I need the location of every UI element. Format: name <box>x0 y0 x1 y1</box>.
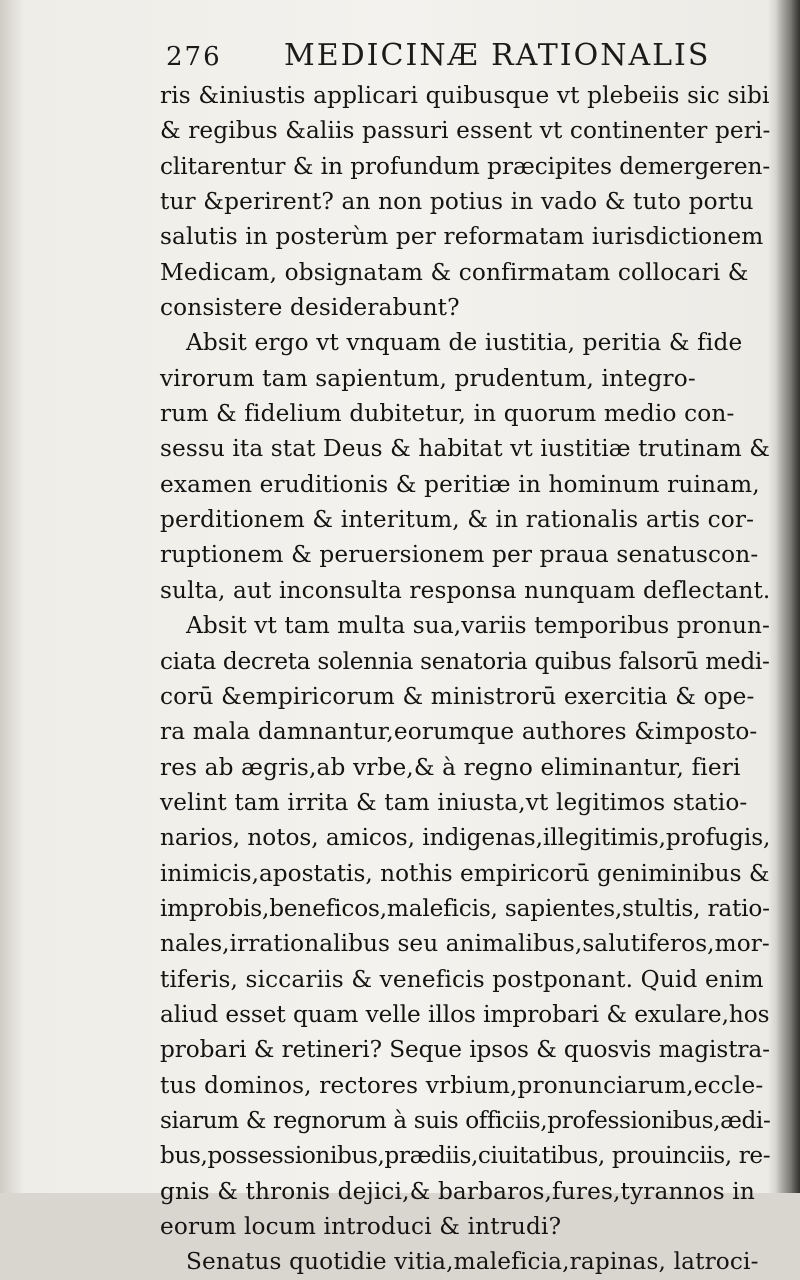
page-number: 276 <box>166 42 222 72</box>
text-line: eorum locum introduci & intrudi? <box>160 1213 562 1240</box>
page-gutter-shadow <box>776 0 800 1193</box>
text-line: nales,irrationalibus seu animalibus,salutiferos,mor- <box>160 930 770 958</box>
running-header <box>166 38 766 82</box>
text-line: corū &empiricorum & ministrorū exercitia & ope- <box>160 682 755 710</box>
text-line: perditionem & interitum, & in rationalis artis cor- <box>160 506 755 534</box>
text-line: ruptionem & peruersionem per praua senatuscon- <box>160 541 759 569</box>
text-line: examen eruditionis & peritiæ in hominum ruinam, <box>160 470 760 498</box>
text-line: res ab ægris,ab vrbe,& à regno eliminantur, fieri <box>160 753 741 781</box>
text-line: improbis,beneficos,maleficis, sapientes,stultis, ratio- <box>160 894 770 922</box>
text-line: bus,possessionibus,prædiis,ciuitatibus, prouinciis, re- <box>160 1142 771 1170</box>
text-line: Senatus quotidie vitia,maleficia,rapinas, latroci- <box>186 1248 759 1276</box>
text-line: Absit ergo vt vnquam de iustitia, peritia & fide <box>186 329 743 357</box>
running-title: MEDICINÆ RATIONALIS <box>284 38 711 73</box>
text-line: & regibus &aliis passuri essent vt continenter peri- <box>160 117 771 145</box>
text-line: sulta, aut inconsulta responsa nunquam deflectant. <box>160 576 771 604</box>
text-line: ris &iniustis applicari quibusque vt plebeiis sic sibi <box>160 82 770 109</box>
text-line: ciata decreta solennia senatoria quibus falsorū medi- <box>160 647 770 675</box>
text-line: rum & fidelium dubitetur, in quorum medio con- <box>160 400 735 428</box>
text-line: salutis in posterùm per reformatam iurisdictionem <box>160 223 764 251</box>
text-line: inimicis,apostatis, nothis empiricorū geniminibus & <box>160 859 770 887</box>
text-line: Medicam, obsignatam & confirmatam collocari & <box>160 258 749 286</box>
text-line: virorum tam sapientum, prudentum, integro- <box>160 364 696 392</box>
text-line: consistere desiderabunt? <box>160 294 460 322</box>
text-line: siarum & regnorum à suis officiis,professionibus,ædi- <box>160 1106 771 1134</box>
text-line: tiferis, siccariis & veneficis postponant. Quid enim <box>160 965 764 993</box>
text-line: velint tam irrita & tam iniusta,vt legitimos statio- <box>160 788 748 816</box>
text-line: ra mala damnantur,eorumque authores &imposto- <box>160 718 758 746</box>
text-line: tur &perirent? an non potius in vado & tuto portu <box>160 188 754 216</box>
text-line: sessu ita stat Deus & habitat vt iustitiæ trutinam & <box>160 435 771 463</box>
text-line: clitarentur & in profundum præcipites demergeren- <box>160 152 771 180</box>
text-line: Absit vt tam multa sua,variis temporibus pronun- <box>186 612 770 640</box>
text-line: aliud esset quam velle illos improbari & exulare,hos <box>160 1000 770 1028</box>
text-line: probari & retineri? Seque ipsos & quosvis magistra- <box>160 1036 770 1064</box>
text-line: tus dominos, rectores vrbium,pronunciarum,eccle- <box>160 1071 764 1099</box>
body-text <box>160 78 770 1280</box>
text-line: gnis & thronis dejici,& barbaros,fures,tyrannos in <box>160 1177 755 1205</box>
text-line: narios, notos, amicos, indigenas,illegitimis,profugis, <box>160 824 771 852</box>
